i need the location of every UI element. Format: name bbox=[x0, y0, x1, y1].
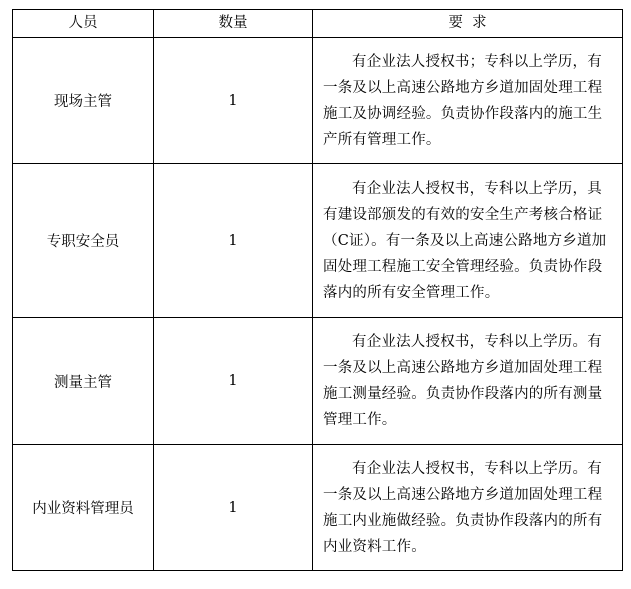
role-cell: 测量主管 bbox=[13, 318, 154, 445]
requirement-cell bbox=[313, 164, 623, 318]
header-role: 人员 bbox=[13, 10, 154, 38]
staffing-requirements-table bbox=[12, 9, 623, 571]
requirement-cell bbox=[313, 445, 623, 571]
role-cell: 内业资料管理员 bbox=[13, 445, 154, 571]
quantity-cell: 1 bbox=[154, 318, 313, 445]
requirement-text: 有企业法人授权书；专科以上学历，有一条及以上高速公路地方乡道加固处理工程施工及协调经验。负责协作段落内的施工生产所有管理工作。 bbox=[323, 53, 603, 148]
header-requirement: 要 求 bbox=[313, 10, 623, 38]
header-quantity: 数量 bbox=[154, 10, 313, 38]
table-row bbox=[13, 445, 623, 571]
table-row bbox=[13, 318, 623, 445]
requirement-cell bbox=[313, 318, 623, 445]
requirement-text: 有企业法人授权书，专科以上学历，具有建设部颁发的有效的安全生产考核合格证（C证）。有一条及以上高速公路地方乡道加固处理工程施工安全管理经验。负责协作段落内的所有安全管理工作。 bbox=[323, 180, 607, 301]
quantity-cell: 1 bbox=[154, 38, 313, 164]
role-cell: 专职安全员 bbox=[13, 164, 154, 318]
requirement-text: 有企业法人授权书，专科以上学历。有一条及以上高速公路地方乡道加固处理工程施工测量经验。负责协作段落内的所有测量管理工作。 bbox=[323, 334, 603, 428]
header-row bbox=[13, 10, 623, 38]
requirement-text: 有企业法人授权书，专科以上学历。有一条及以上高速公路地方乡道加固处理工程施工内业施做经验。负责协作段落内的所有内业资料工作。 bbox=[323, 460, 603, 555]
quantity-cell: 1 bbox=[154, 445, 313, 571]
requirement-cell bbox=[313, 38, 623, 164]
quantity-cell: 1 bbox=[154, 164, 313, 318]
table-row bbox=[13, 164, 623, 318]
table-row bbox=[13, 38, 623, 164]
role-cell: 现场主管 bbox=[13, 38, 154, 164]
